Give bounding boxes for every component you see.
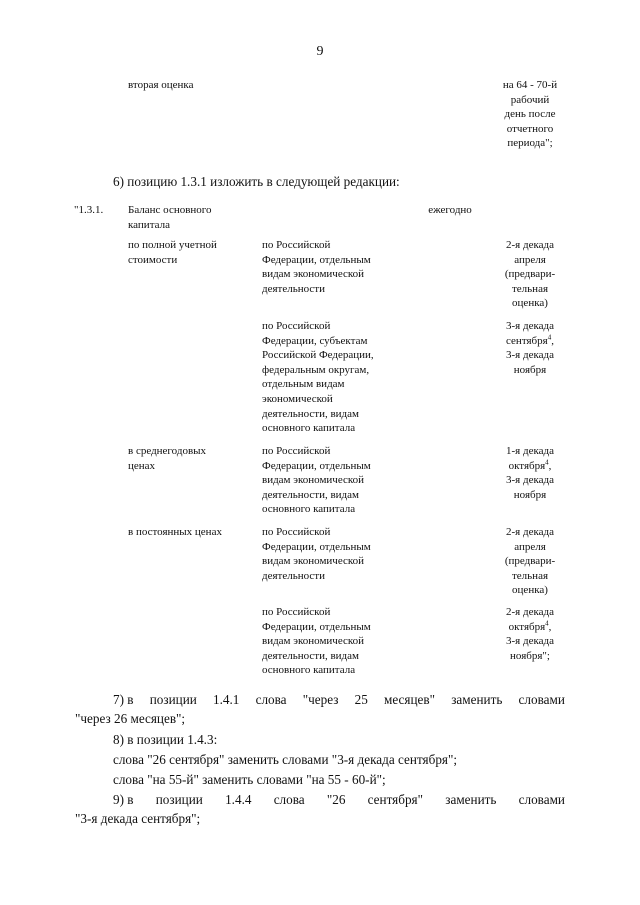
instruction-7-line-2: "через 26 месяцев"; [75, 711, 186, 726]
row-3-detail: по Российской Федерации, отдельным видам экономической деятельности, видам основного капитала [262, 445, 371, 516]
row-1-name: по полной учетной стоимости [128, 239, 217, 266]
position-title: Баланс основного капитала [128, 204, 212, 231]
row-1-detail: по Российской Федерации, отдельным видам экономической деятельности [262, 239, 371, 295]
instruction-9-line-1: 9) в позиции 1.4.4 слова "26 сентября" заменить словами [113, 792, 565, 807]
row-2-detail: по Российской Федерации, субъектам Российской Федерации, федеральным округам, отдельным видам экономической деятельности, видам основного капитала [262, 320, 374, 435]
row-3-name: в среднегодовых ценах [128, 445, 207, 472]
row-5-term: 2-я декада октября$^4$, 3-я декада ноября"; [506, 606, 554, 662]
footnote-mark: 4 [545, 457, 549, 466]
instruction-9-line-2: "3-я декада сентября"; [75, 811, 201, 826]
row-3-term: 1-я декада октября$^4$, 3-я декада ноября [506, 445, 554, 501]
instruction-8-line-3: слова "на 55-й" заменить словами "на 55 - 60-й"; [113, 772, 386, 787]
row-4-term: 2-я декада апреля (предвари- тельная оценка) [504, 526, 556, 597]
row-1-term: 2-я декада апреля (предвари- тельная оценка) [504, 239, 556, 310]
instruction-8-line-1: 8) в позиции 1.4.3: [113, 732, 218, 747]
page-number: 9 [316, 44, 324, 59]
position-frequency: ежегодно [428, 204, 472, 216]
row-4-name: в постоянных ценах [128, 526, 222, 538]
instruction-8-line-2: слова "26 сентября" заменить словами "3-я декада сентября"; [113, 752, 458, 767]
top-row-term: на 64 - 70-й рабочий день после отчетного периода"; [502, 79, 558, 150]
footnote-mark: 4 [547, 332, 552, 341]
footnote-mark: 4 [545, 618, 549, 627]
position-code: "1.3.1. [74, 204, 104, 216]
instruction-7-line-1: 7) в позиции 1.4.1 слова "через 25 месяцев" заменить словами [113, 692, 565, 707]
row-2-term: 3-я декада сентября$^4$, 3-я декада ноября [506, 320, 554, 376]
instruction-6: 6) позицию 1.3.1 изложить в следующей редакции: [113, 174, 400, 189]
top-row-name: вторая оценка [128, 79, 194, 91]
row-4-detail: по Российской Федерации, отдельным видам экономической деятельности [262, 526, 371, 582]
row-5-detail: по Российской Федерации, отдельным видам экономической деятельности, видам основного капитала [262, 606, 371, 677]
